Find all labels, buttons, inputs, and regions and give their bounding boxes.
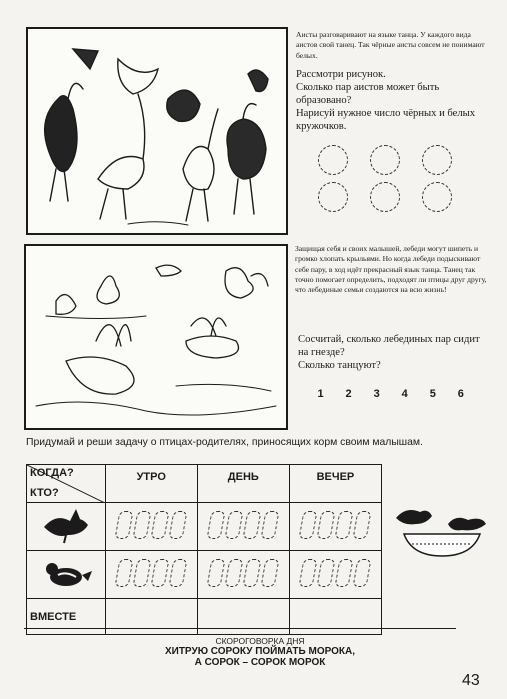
feeding-table xyxy=(26,464,382,635)
answer-cell[interactable] xyxy=(197,551,289,599)
storks-task xyxy=(296,68,496,133)
swans-task xyxy=(298,333,488,372)
swans-intro: Защищая себя и своих малышей, лебеди могут шипеть и громко хлопать крыльями. Но когда лебеди подыскивают себе пару, в ход идёт прекрасный язык танца. Танец так точно помогает определить, подходят ли птицы друг другу, что лебединые семьи создаются на всю жизнь! xyxy=(295,244,487,295)
tongue-twister-line-1: ХИТРУЮ СОРОКУ ПОЙМАТЬ МОРОКА, xyxy=(164,646,356,657)
answer-circle[interactable] xyxy=(318,145,348,175)
answer-circle[interactable] xyxy=(422,145,452,175)
page-number: 43 xyxy=(462,672,480,689)
row-total-label: ВМЕСТЕ xyxy=(27,599,106,635)
number-option[interactable]: 5 xyxy=(429,388,436,400)
swans-task-line-2: Сколько танцуют? xyxy=(298,360,381,371)
storks-intro: Аисты разговаривают на языке танца. У каждого вида аистов свой танец. Так чёрные аисты совсем не понимают белых. xyxy=(296,30,485,60)
nest-drawing xyxy=(392,500,492,560)
answer-circle[interactable] xyxy=(318,182,348,212)
tongue-twister-title: СКОРОГОВОРКА ДНЯ xyxy=(215,636,305,646)
number-option[interactable]: 4 xyxy=(401,388,408,400)
answer-circle[interactable] xyxy=(422,182,452,212)
answer-circle[interactable] xyxy=(370,182,400,212)
table-corner xyxy=(27,465,106,503)
row-bird-striped xyxy=(27,551,106,599)
tongue-twister-line-2: А СОРОК – СОРОК МОРОК xyxy=(194,657,326,668)
swans-drawing xyxy=(26,246,286,428)
storks-drawing xyxy=(28,29,286,233)
column-header-day: ДЕНЬ xyxy=(197,465,289,503)
row-bird-black xyxy=(27,503,106,551)
number-row xyxy=(308,388,473,400)
striped-bird-icon xyxy=(36,553,96,593)
number-option[interactable]: 1 xyxy=(317,388,324,400)
answer-circle[interactable] xyxy=(370,145,400,175)
tongue-twister xyxy=(120,636,400,668)
answer-cell[interactable] xyxy=(289,503,381,551)
number-option[interactable]: 2 xyxy=(345,388,352,400)
number-option[interactable]: 3 xyxy=(373,388,380,400)
answer-cell[interactable] xyxy=(105,503,197,551)
bottom-rule xyxy=(24,628,456,629)
swans-illustration xyxy=(24,244,288,430)
corner-top-label: КОГДА? xyxy=(30,467,74,479)
answer-cell[interactable] xyxy=(105,599,197,635)
answer-cell[interactable] xyxy=(197,503,289,551)
answer-cell[interactable] xyxy=(289,551,381,599)
number-option[interactable]: 6 xyxy=(457,388,464,400)
task-text: Придумай и реши задачу о птицах-родителях, приносящих корм своим малышам. xyxy=(26,437,423,448)
column-header-evening: ВЕЧЕР xyxy=(289,465,381,503)
answer-cell[interactable] xyxy=(289,599,381,635)
storks-task-line-2: Сколько пар аистов может быть образовано? xyxy=(296,82,440,106)
answer-cell[interactable] xyxy=(105,551,197,599)
storks-task-line-3: Нарисуй нужное число чёрных и белых кружочков. xyxy=(296,108,476,132)
corner-bottom-label: КТО? xyxy=(30,487,59,499)
black-bird-icon xyxy=(36,505,96,545)
column-header-morning: УТРО xyxy=(105,465,197,503)
answer-cell[interactable] xyxy=(197,599,289,635)
swans-task-line-1: Сосчитай, сколько лебединых пар сидит на гнезде? xyxy=(298,334,480,358)
storks-illustration xyxy=(26,27,288,235)
nest-illustration xyxy=(392,500,492,560)
storks-task-line-1: Рассмотри рисунок. xyxy=(296,69,386,80)
